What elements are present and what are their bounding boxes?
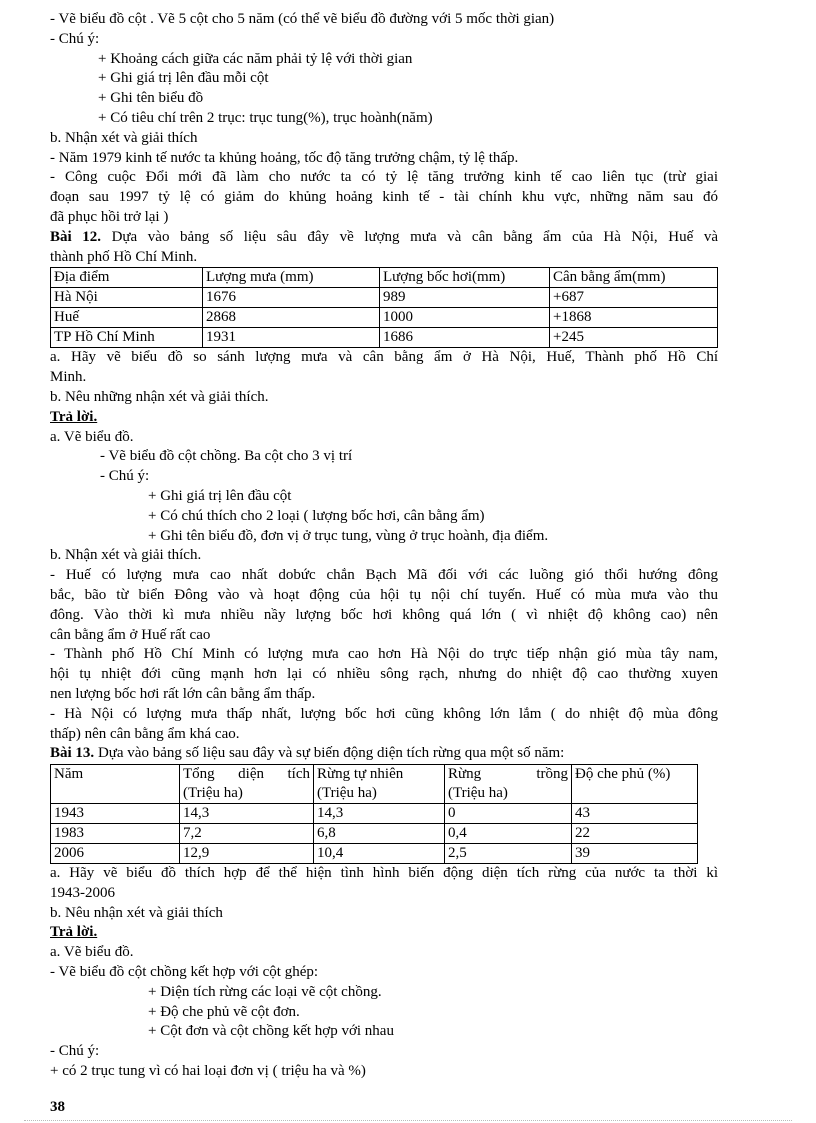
text-line: - Chú ý: bbox=[50, 30, 100, 47]
table-cell: 1686 bbox=[380, 328, 550, 348]
text-line: + Cột đơn và cột chồng kết hợp với nhau bbox=[148, 1023, 394, 1040]
section-bai11-answer bbox=[50, 10, 718, 228]
text-line: + có 2 trục tung vì có hai loại đơn vị ( triệu ha và %) bbox=[50, 1063, 366, 1080]
table-row bbox=[51, 308, 718, 328]
forest-area-table bbox=[50, 764, 698, 864]
table-cell: +245 bbox=[550, 328, 718, 348]
table-cell: 1931 bbox=[203, 328, 380, 348]
table-cell: 14,3 bbox=[180, 804, 314, 824]
text-line: - Thành phố Hồ Chí Minh có lượng mưa cao hơn Hà Nội do trực tiếp nhận gió mùa tây nam, bbox=[50, 646, 718, 663]
text-line: hội tụ nhiệt đới cũng mạnh hơn lại có nhiều sông rạch, nhưng do nhiệt độ cao thường xuyen bbox=[50, 666, 718, 683]
text-line: - Vẽ biểu đồ cột chồng kết hợp với cột ghép: bbox=[50, 964, 319, 981]
text-line: đã phục hồi trở lại ) bbox=[50, 208, 169, 225]
table-row bbox=[51, 804, 698, 824]
table-cell: TP Hồ Chí Minh bbox=[51, 328, 203, 348]
answer-heading: Trả lời. bbox=[50, 408, 98, 425]
text-line: b. Nêu những nhận xét và giải thích. bbox=[50, 388, 269, 405]
text-line: + Khoảng cách giữa các năm phải tỷ lệ với thời gian bbox=[98, 50, 413, 67]
text-line: a. Hãy vẽ biểu đồ so sánh lượng mưa và cân bằng ẩm ở Hà Nội, Huế, Thành phố Hồ Chí bbox=[50, 349, 718, 366]
table-header-cell: Tổng diện tích (Triệu ha) bbox=[180, 765, 314, 804]
table-header-cell: Rừng trồng (Triệu ha) bbox=[445, 765, 572, 804]
text-line: + Có chú thích cho 2 loại ( lượng bốc hơi, cân bằng ẩm) bbox=[148, 507, 485, 524]
table-cell: 1676 bbox=[203, 288, 380, 308]
text-line: + Có tiêu chí trên 2 trục: trục tung(%), trục hoành(năm) bbox=[98, 109, 433, 126]
table-cell: 1943 bbox=[51, 804, 180, 824]
table-cell: 1000 bbox=[380, 308, 550, 328]
text-line: a. Hãy vẽ biểu đồ thích hợp để thể hiện tình hình biến động diện tích rừng của nước ta thời kì bbox=[50, 865, 718, 882]
text-line: a. Vẽ biểu đồ. bbox=[50, 944, 134, 961]
table-header-row bbox=[51, 268, 718, 288]
table-row bbox=[51, 844, 698, 864]
text-line: b. Nhận xét và giải thích bbox=[50, 129, 198, 146]
table-header-cell: Địa điểm bbox=[51, 268, 203, 288]
table-cell: +687 bbox=[550, 288, 718, 308]
page-number: 38 bbox=[50, 1099, 65, 1115]
table-row bbox=[51, 288, 718, 308]
text-line: 1943-2006 bbox=[50, 884, 115, 901]
text-line: Minh. bbox=[50, 369, 87, 386]
text-line: Bài 12. Dựa vào bảng số liệu sâu đây về lượng mưa và cân bằng ẩm của Hà Nội, Huế và bbox=[50, 228, 718, 245]
table-header-cell: Rừng tự nhiên (Triệu ha) bbox=[314, 765, 445, 804]
exercise-title: Bài 12. bbox=[50, 228, 102, 245]
table-cell: 2868 bbox=[203, 308, 380, 328]
table-cell: 22 bbox=[572, 824, 698, 844]
table-row bbox=[51, 824, 698, 844]
text-line: - Huế có lượng mưa cao nhất dobức chắn Bạch Mã đối với các luồng gió thổi hướng đông bbox=[50, 567, 718, 584]
table-cell: 2006 bbox=[51, 844, 180, 864]
table-cell: 10,4 bbox=[314, 844, 445, 864]
text-line: cân bằng ẩm ở Huế rất cao bbox=[50, 626, 211, 643]
rainfall-table bbox=[50, 267, 718, 348]
section-bai13-questions-answer bbox=[50, 864, 718, 1082]
text-line: đông. Vào thời kì mưa nhiều nầy lượng bốc hơi không quá lớn ( vì nhiệt độ không cao) nên bbox=[50, 606, 718, 623]
text-line: thấp) nên cân bằng ẩm khá cao. bbox=[50, 725, 240, 742]
text-line: - Chú ý: bbox=[50, 1043, 100, 1060]
table-cell: 7,2 bbox=[180, 824, 314, 844]
table-cell: Huế bbox=[51, 308, 203, 328]
text-line: - Năm 1979 kinh tế nước ta khủng hoảng, tốc độ tăng trưởng chậm, tỷ lệ thấp. bbox=[50, 149, 519, 166]
table-header-cell: Độ che phủ (%) bbox=[572, 765, 698, 804]
text-line: - Hà Nội có lượng mưa thấp nhất, lượng bốc hơi cũng không lớn lắm ( do nhiệt độ mùa đông bbox=[50, 705, 718, 722]
table-header-row bbox=[51, 765, 698, 804]
text-line: - Vẽ biểu đồ cột . Vẽ 5 cột cho 5 năm (có thể vẽ biểu đồ đường với 5 mốc thời gian) bbox=[50, 11, 555, 27]
table-cell: 14,3 bbox=[314, 804, 445, 824]
table-header-cell: Năm bbox=[51, 765, 180, 804]
text-line: - Công cuộc Đổi mới đã làm cho nước ta có tỷ lệ tăng trưởng kinh tế cao liên tục (trừ giai bbox=[50, 169, 718, 186]
text-line: nen lượng bốc hơi rất lớn cân bằng ẩm thấp. bbox=[50, 685, 316, 702]
table-header-cell: Lượng bốc hơi(mm) bbox=[380, 268, 550, 288]
text-line: b. Nêu nhận xét và giải thích bbox=[50, 904, 223, 921]
bai13-prompt: Bài 13. Dựa vào bảng số liệu sau đây và sự biến động diện tích rừng qua một số năm: bbox=[50, 745, 565, 762]
table-row bbox=[51, 328, 718, 348]
text-line: + Ghi giá trị lên đầu mỗi cột bbox=[98, 70, 269, 87]
table-header-cell: Cân bằng ẩm(mm) bbox=[550, 268, 718, 288]
text-line: + Ghi tên biểu đồ, đơn vị ở trục tung, vùng ở trục hoành, địa điểm. bbox=[148, 527, 549, 544]
text-line: b. Nhận xét và giải thích. bbox=[50, 547, 202, 564]
text-line: + Diện tích rừng các loại vẽ cột chồng. bbox=[148, 983, 382, 1000]
document-page bbox=[50, 10, 718, 1082]
table-cell: 1983 bbox=[51, 824, 180, 844]
table-cell: 2,5 bbox=[445, 844, 572, 864]
table-cell: 43 bbox=[572, 804, 698, 824]
table-cell: 0 bbox=[445, 804, 572, 824]
table-cell: 6,8 bbox=[314, 824, 445, 844]
table-cell: 39 bbox=[572, 844, 698, 864]
text-line: - Chú ý: bbox=[100, 468, 150, 485]
text-line: thành phố Hồ Chí Minh. bbox=[50, 248, 198, 265]
text-line: + Độ che phủ vẽ cột đơn. bbox=[148, 1003, 300, 1020]
exercise-title: Bài 13. bbox=[50, 745, 95, 762]
bai12-prompt bbox=[50, 228, 718, 268]
table-cell: +1868 bbox=[550, 308, 718, 328]
text-line: a. Vẽ biểu đồ. bbox=[50, 428, 134, 445]
footer-divider bbox=[24, 1120, 792, 1121]
text-line: - Vẽ biểu đồ cột chồng. Ba cột cho 3 vị trí bbox=[100, 448, 353, 465]
table-cell: 0,4 bbox=[445, 824, 572, 844]
text-line: + Ghi tên biểu đồ bbox=[98, 90, 204, 107]
section-bai12-questions-answer bbox=[50, 348, 718, 744]
table-cell: 12,9 bbox=[180, 844, 314, 864]
text-line: bắc, bão từ biển Đông vào và hoạt động của hội tụ nội chí tuyến. Huế có mùa mưa vào thu bbox=[50, 586, 718, 603]
answer-heading: Trả lời. bbox=[50, 924, 98, 941]
text-line: + Ghi giá trị lên đầu cột bbox=[148, 487, 292, 504]
text-line: đoạn sau 1997 tỷ lệ có giảm do khủng hoảng kinh tế - tài chính khu vực, những năm sau đó bbox=[50, 189, 718, 206]
table-cell: Hà Nội bbox=[51, 288, 203, 308]
table-header-cell: Lượng mưa (mm) bbox=[203, 268, 380, 288]
table-cell: 989 bbox=[380, 288, 550, 308]
